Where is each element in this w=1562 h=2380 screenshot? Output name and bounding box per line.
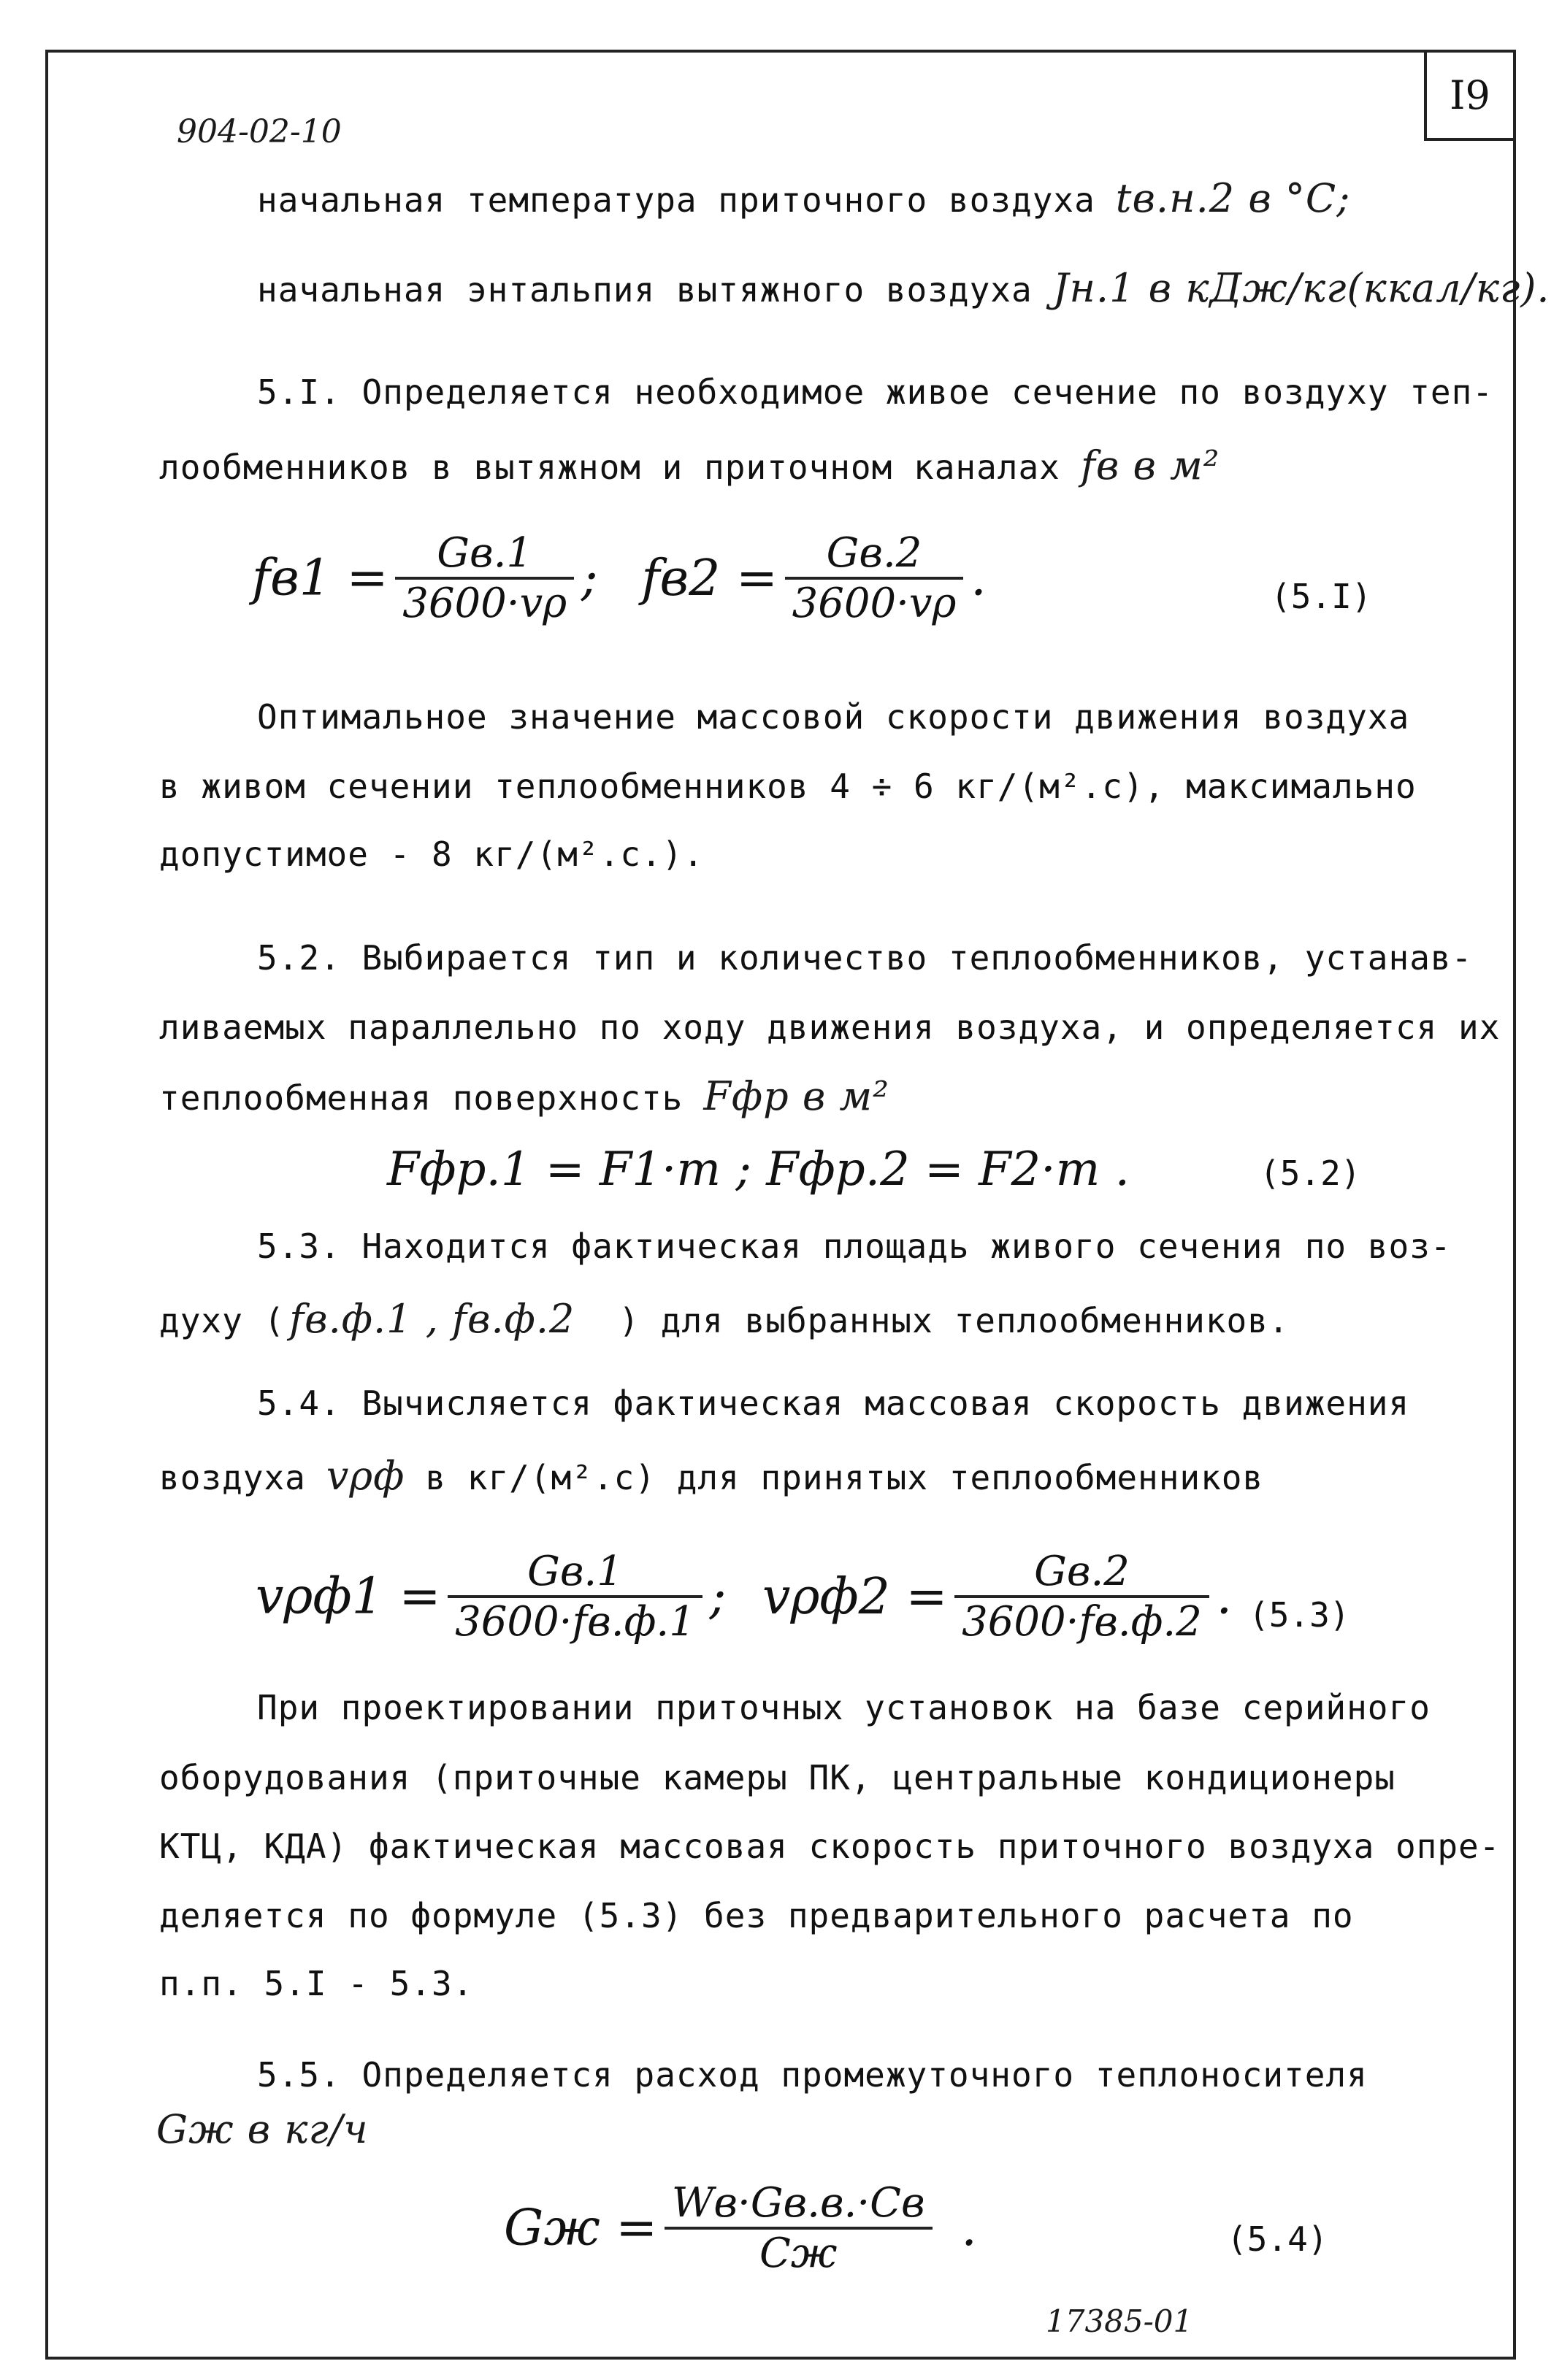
formula-5-3: vρф1 = $\frac{Gв.1}{3600\cdot fв.ф.1}$ ; vρф2 = $\frac{Gв.2}{3600\cdot fв.ф.2}$ . — [256, 1548, 1233, 1646]
text-line: допустимое - 8 кг/(м².с.). — [159, 834, 705, 874]
formula-5-2: Fфр.1 = F1·m ; Fфр.2 = F2·m . — [387, 1143, 1130, 1197]
text-line: начальная энтальпия вытяжного воздуха Jн.1 в кДж/кг(ккал/кг). — [257, 265, 1550, 311]
paragraph-5-3: 5.3. Находится фактическая площадь живого сечения по воз- — [257, 1227, 1452, 1266]
paragraph-5-1: 5.I. Определяется необходимое живое сечение по воздуху теп- — [257, 372, 1493, 412]
text-line: оборудования (приточные камеры ПК, центральные кондиционеры — [159, 1758, 1396, 1797]
equation-number: (5.3) — [1249, 1595, 1350, 1635]
text-line: деляется по формуле (5.3) без предварительного расчета по — [159, 1896, 1354, 1935]
paragraph-5-4: 5.4. Вычисляется фактическая массовая скорость движения — [257, 1383, 1410, 1423]
text-line: теплообменная поверхность Fфр в м² — [159, 1073, 889, 1119]
paragraph-5-2: 5.2. Выбирается тип и количество теплообменников, устанав- — [257, 938, 1473, 978]
text-line: ливаемых параллельно по ходу движения воздуха, и определяется их — [159, 1007, 1501, 1047]
formula-5-1: fв1 = $\frac{Gв.1}{3600\cdot v\rho}$ ; fв2 = $\frac{Gв.2}{3600\cdot v\rho}$ . — [252, 529, 987, 627]
text-line: духу ( fв.ф.1 , fв.ф.2 ) для выбранных теплообменников. — [159, 1296, 1290, 1342]
equation-number: (5.I) — [1271, 577, 1372, 616]
footer-code: 17385-01 — [1046, 2303, 1193, 2339]
text-line: п.п. 5.I - 5.3. — [159, 1964, 474, 2003]
text-line: КТЦ, КДА) фактическая массовая скорость приточного воздуха опре- — [159, 1827, 1501, 1866]
text-line: лообменников в вытяжном и приточном каналах fв в м² — [159, 442, 1220, 488]
equation-number: (5.4) — [1227, 2219, 1328, 2259]
text-line: начальная температура приточного воздуха tв.н.2 в °С; — [257, 175, 1351, 221]
text-line: воздуха vρф в кг/(м².с) для принятых теплообменников — [159, 1453, 1264, 1499]
text-line: Оптимальное значение массовой скорости движения воздуха — [257, 697, 1410, 737]
document-code: 904-02-10 — [177, 113, 342, 150]
text-line: в живом сечении теплообменников 4 ÷ 6 кг/(м².с), максимально — [159, 767, 1417, 806]
paragraph-5-5: 5.5. Определяется расход промежуточного теплоносителя — [257, 2055, 1368, 2095]
page-number: I9 — [1424, 50, 1516, 141]
text-line: Gж в кг/ч — [156, 2106, 369, 2152]
text-line: При проектировании приточных установок на базе серийного — [257, 1688, 1431, 1727]
formula-5-4: Gж = $\frac{Wв\cdot Gв.в.\cdot Cв}{Cж}$ . — [504, 2179, 977, 2277]
equation-number: (5.2) — [1260, 1153, 1361, 1193]
